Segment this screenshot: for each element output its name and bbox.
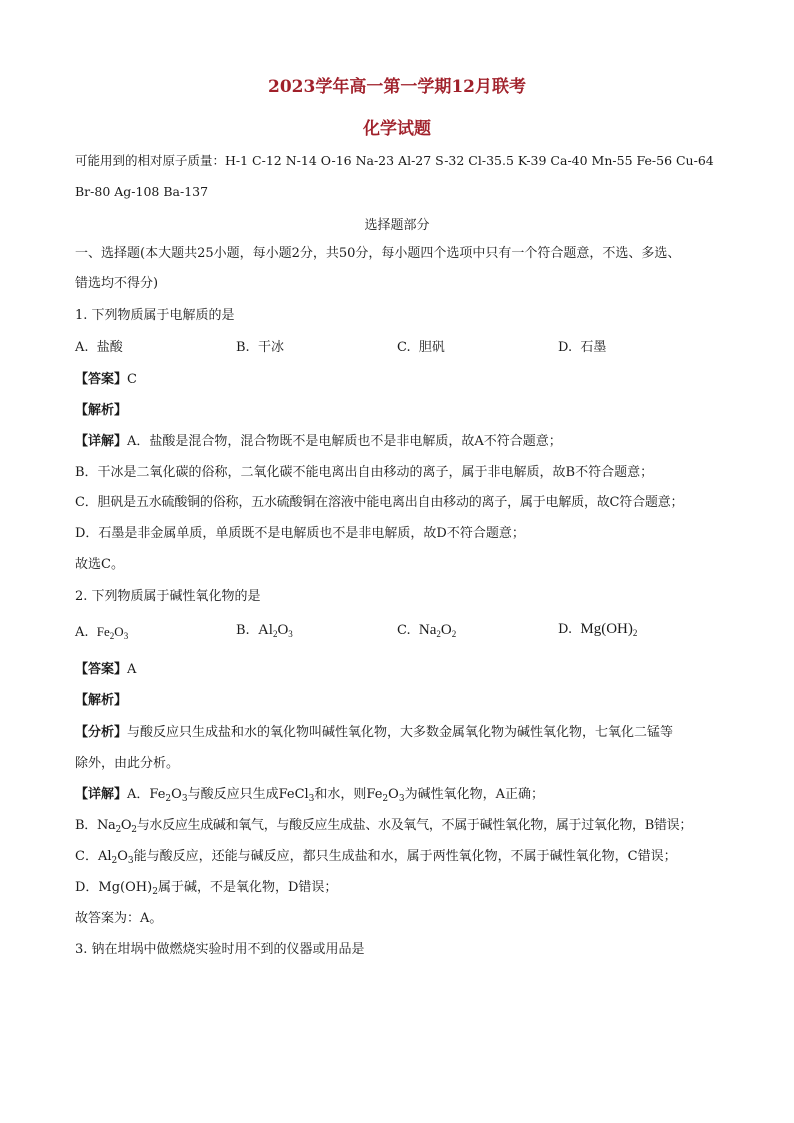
q2-stem: 2. 下列物质属于碱性氧化物的是 <box>75 589 261 604</box>
q2-conclusion: 故答案为：A。 <box>75 911 163 926</box>
q2-detail-a: 【详解】A．$Fe_2O_3$与酸反应只生成FeCl$_3$和水，则$Fe_2O_3$为碱性氧化物，A正确； <box>75 787 544 804</box>
q1-analysis-tag: 【解析】 <box>75 403 128 418</box>
q1-option-d: D. 石墨 <box>558 340 607 355</box>
q1-option-c: C. 胆矾 <box>397 340 445 355</box>
q2-detail-d: D．$Mg(OH)_2$属于碱，不是氧化物，D错误； <box>75 880 338 897</box>
q1-answer: 【答案】C <box>75 372 137 387</box>
instructions-line2: 错选均不得分) <box>75 276 159 291</box>
q1-detail-b: B．干冰是二氧化碳的俗称，二氧化碳不能电离出自由移动的离子，属于非电解质，故B不符合题意； <box>75 465 654 480</box>
q2-option-d: D. $Mg(OH)_2$ <box>558 621 638 638</box>
q2-detail-c: C．$Al_2O_3$能与酸反应，还能与碱反应，都只生成盐和水，属于两性氧化物，不属于碱性氧化物，C错误； <box>75 849 677 866</box>
q1-option-b: B. 干冰 <box>236 340 284 355</box>
q2-analysis-line2: 除外，由此分析。 <box>75 756 180 771</box>
q1-detail-d: D．石墨是非金属单质，单质既不是电解质也不是非电解质，故D不符合题意； <box>75 526 525 541</box>
q2-option-a: A. $Fe_2O_3$ <box>75 624 129 641</box>
subject-title: 化学试题 <box>363 119 431 139</box>
atomic-masses-line1: 可能用到的相对原子质量：H-1 C-12 N-14 O-16 Na-23 Al-27 S-32 Cl-35.5 K-39 Ca-40 Mn-55 Fe-56 Cu-64 <box>75 153 714 168</box>
q2-analysis-tag: 【解析】 <box>75 693 128 708</box>
atomic-masses-line2: Br-80 Ag-108 Ba-137 <box>75 184 209 199</box>
q1-conclusion: 故选C。 <box>75 557 124 572</box>
instructions-line1: 一、选择题(本大题共25小题，每小题2分，共50分，每小题四个选项中只有一个符合题意，不选、多选、 <box>75 246 681 261</box>
q1-detail-c: C．胆矾是五水硫酸铜的俗称，五水硫酸铜在溶液中能电离出自由移动的离子，属于电解质，故C符合题意； <box>75 495 684 510</box>
q2-analysis-line1: 【分析】与酸反应只生成盐和水的氧化物叫碱性氧化物，大多数金属氧化物为碱性氧化物，七氧化二锰等 <box>75 725 674 740</box>
q2-answer: 【答案】A <box>75 662 137 677</box>
q2-option-b: B. $Al_2O_3$ <box>236 622 293 639</box>
section-title: 选择题部分 <box>364 218 430 233</box>
q1-detail-a: 【详解】A．盐酸是混合物，混合物既不是电解质也不是非电解质，故A不符合题意； <box>75 434 562 449</box>
exam-title: 2023学年高一第一学期12月联考 <box>268 77 526 97</box>
q2-option-c: C. $Na_2O_2$ <box>397 622 457 639</box>
q3-stem: 3. 钠在坩埚中做燃烧实验时用不到的仪器或用品是 <box>75 942 365 957</box>
q2-detail-b: B．$Na_2O_2$与水反应生成碱和氧气，与酸反应生成盐、水及氧气，不属于碱性氧化物，属于过氧化物，B错误； <box>75 818 693 835</box>
q1-option-a: A. 盐酸 <box>75 340 123 355</box>
q1-stem: 1. 下列物质属于电解质的是 <box>75 308 235 323</box>
